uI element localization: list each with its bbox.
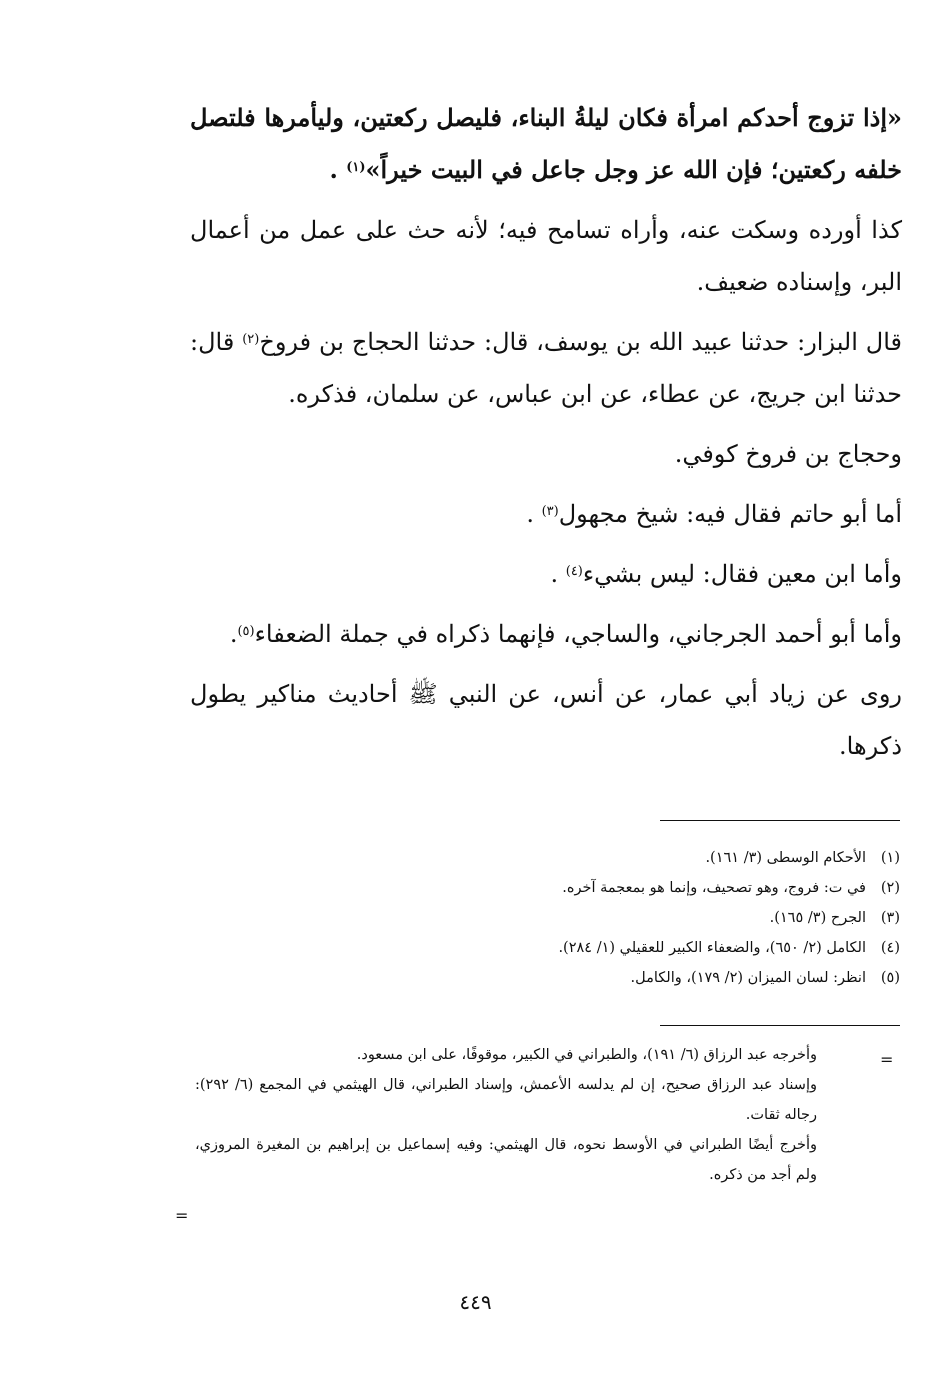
paragraph-ibn-maeen: وأما ابن معين فقال: ليس بشيء$^{(٤)}$ .: [550, 560, 902, 588]
footnotes-list: [480, 843, 900, 993]
paragraph-jurjani: وأما أبو أحمد الجرجاني، والساجي، فإنهما ذكراه في جملة الضعفاء$^{(٥)}$.: [229, 620, 902, 648]
footnote-text: الجرح (٣/ ١٦٥).: [769, 910, 866, 926]
previous-note-paragraph: وأخرجه عبد الرزاق (٦/ ١٩١)، والطبراني في الكبير، موقوفًا، على ابن مسعود.: [356, 1047, 817, 1063]
footnote-ref-2[interactable]: (٢): [242, 332, 260, 347]
footnote-separator: [660, 820, 900, 821]
footnote-text: الكامل (٢/ ٦٥٠)، والضعفاء الكبير للعقيلي (١/ ٢٨٤).: [558, 940, 866, 956]
main-text: [190, 92, 902, 772]
footnote-text: في ت: فروج، وهو تصحيف، وإنما هو بمعجمة آخره.: [562, 880, 866, 896]
footnote-ref-1[interactable]: (١): [346, 160, 366, 175]
footnote-number: (٢): [880, 880, 900, 896]
footnote: [480, 843, 900, 873]
hadith-quote: «إذا تزوج أحدكم امرأة فكان ليلةُ البناء، فليصل ركعتين، وليأمرها فلتصل خلفه ركعتين؛ فإن الله عز وجل جاعل في البيت خيراً»$^{(١)}$ .: [190, 103, 902, 184]
footnote-number: (٣): [880, 910, 900, 926]
footnote-text: الأحكام الوسطى (٣/ ١٦١).: [705, 850, 866, 866]
footnote-ref-5[interactable]: (٥): [237, 624, 255, 639]
footnote: [480, 963, 900, 993]
footnote-ref-4[interactable]: (٤): [565, 564, 583, 579]
paragraph-comment: كذا أورده وسكت عنه، وأراه تسامح فيه؛ لأنه حث على عمل من أعمال البر، وإسناده ضعيف.: [190, 216, 902, 296]
footnote: [480, 903, 900, 933]
paragraph-riwaya: روى عن زياد أبي عمار، عن أنس، عن النبي ﷺ أحاديث مناكير يطول ذكرها.: [190, 680, 902, 760]
continuation-marker-start: =: [880, 1050, 894, 1069]
footnote: [480, 933, 900, 963]
paragraph-abu-hatim: أما أبو حاتم فقال فيه: شيخ مجهول$^{(٣)}$ .: [526, 500, 902, 528]
previous-note-paragraph: وإسناد عبد الرزاق صحيح، إن لم يدلسه الأعمش، وإسناد الطبراني، قال الهيثمي في المجمع (٦/ ٢٩٢): رجاله ثقات.: [195, 1077, 817, 1123]
footnote-number: (١): [880, 850, 900, 866]
footnote: [480, 873, 900, 903]
continuation-marker-end: =: [175, 1206, 189, 1225]
paragraph-isnad: قال البزار: حدثنا عبيد الله بن يوسف، قال: حدثنا الحجاج بن فروخ$^{(٢)}$ قال: حدثنا ابن جريج، عن عطاء، عن ابن عباس، عن سلمان، فذكره.: [190, 328, 903, 408]
footnote-number: (٤): [880, 940, 900, 956]
paragraph-hajjaj: وحجاج بن فروخ كوفي.: [674, 440, 902, 468]
footnote-number: (٥): [880, 970, 900, 986]
footnote-ref-3[interactable]: (٣): [541, 504, 559, 519]
previous-note-paragraph: وأخرج أيضًا الطبراني في الأوسط نحوه، قال الهيثمي: وفيه إسماعيل بن إبراهيم بن المغيرة المروزي، ولم أجد من ذكره.: [195, 1137, 817, 1183]
footnote-text: انظر: لسان الميزان (٢/ ١٧٩)، والكامل.: [630, 970, 866, 986]
previous-note-separator: [660, 1025, 900, 1026]
page-number: ٤٤٩: [459, 1290, 492, 1314]
previous-page-note: [195, 1040, 817, 1190]
